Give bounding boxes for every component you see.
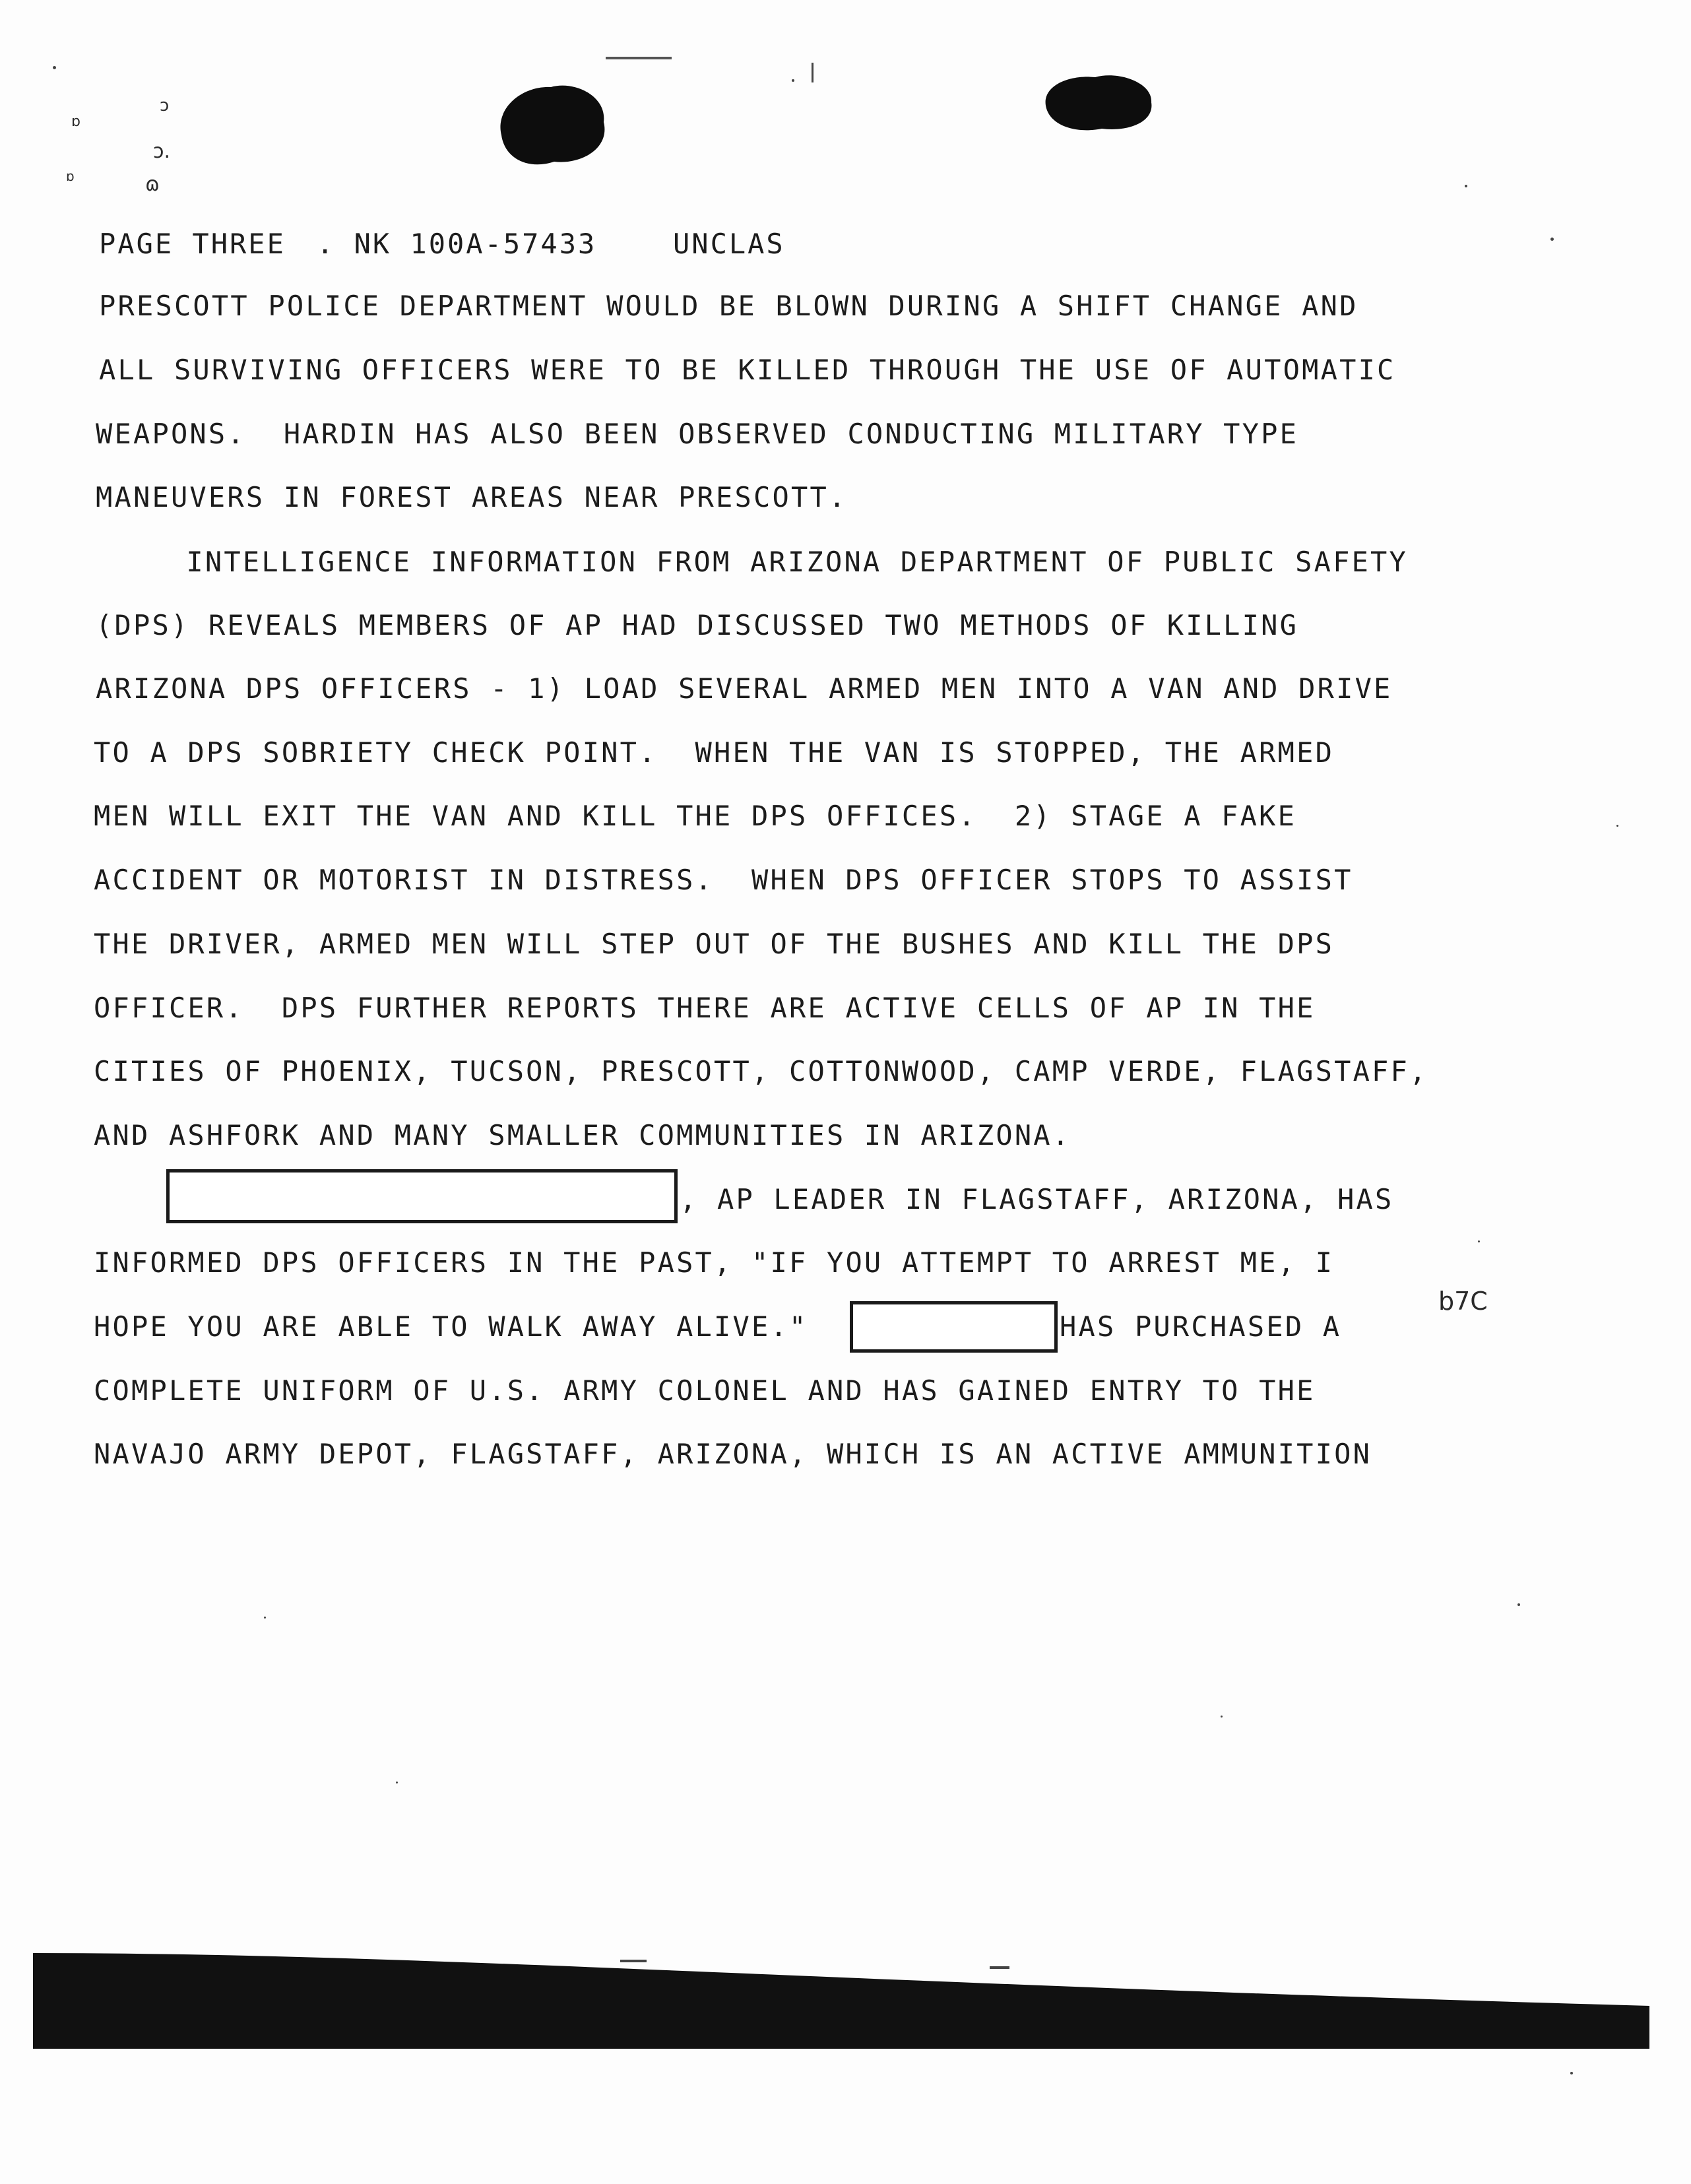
scan-speck xyxy=(792,79,794,82)
corner-mark-3: ɷ xyxy=(145,173,160,196)
scan-speck xyxy=(1570,2072,1573,2074)
body-line-purchased: HAS PURCHASED A xyxy=(1060,1310,1342,1343)
scan-speck xyxy=(1517,1603,1520,1606)
scan-speck xyxy=(1478,1240,1480,1242)
corner-mark-4: ɒ xyxy=(71,113,80,130)
body-line-3: WEAPONS. HARDIN HAS ALSO BEEN OBSERVED CONDUCTING MILITARY TYPE xyxy=(96,418,1299,450)
body-line-4: MANEUVERS IN FOREST AREAS NEAR PRESCOTT. xyxy=(96,481,848,513)
redaction-box-name-2 xyxy=(850,1301,1058,1353)
scan-speck xyxy=(620,1960,647,1962)
body-line-7: ARIZONA DPS OFFICERS - 1) LOAD SEVERAL ARMED MEN INTO A VAN AND DRIVE xyxy=(96,672,1393,705)
body-line-uniform: COMPLETE UNIFORM OF U.S. ARMY COLONEL AND HAS GAINED ENTRY TO THE xyxy=(94,1374,1316,1407)
body-line-5: INTELLIGENCE INFORMATION FROM ARIZONA DEPARTMENT OF PUBLIC SAFETY xyxy=(92,546,1409,578)
header-line xyxy=(99,228,858,261)
scan-speck xyxy=(1465,185,1467,187)
body-line-navajo: NAVAJO ARMY DEPOT, FLAGSTAFF, ARIZONA, WHICH IS AN ACTIVE AMMUNITION xyxy=(94,1438,1372,1470)
scan-speck xyxy=(396,1782,398,1783)
body-line-8: TO A DPS SOBRIETY CHECK POINT. WHEN THE VAN IS STOPPED, THE ARMED xyxy=(94,736,1335,769)
black-blob-left xyxy=(488,73,614,172)
body-line-9: MEN WILL EXIT THE VAN AND KILL THE DPS OFFICES. 2) STAGE A FAKE xyxy=(94,800,1297,832)
corner-mark-5: ɒ xyxy=(66,168,75,184)
scan-speck xyxy=(53,66,56,69)
body-line-hope: HOPE YOU ARE ABLE TO WALK AWAY ALIVE." xyxy=(94,1310,808,1343)
body-line-12: OFFICER. DPS FURTHER REPORTS THERE ARE ACTIVE CELLS OF AP IN THE xyxy=(94,992,1316,1024)
scan-speck xyxy=(264,1617,266,1619)
body-line-14: AND ASHFORK AND MANY SMALLER COMMUNITIES IN ARIZONA. xyxy=(94,1119,1071,1151)
body-line-ap-leader: , AP LEADER IN FLAGSTAFF, ARIZONA, HAS xyxy=(680,1183,1394,1215)
exemption-code: b7C xyxy=(1438,1287,1488,1316)
black-blob-right xyxy=(1039,69,1158,135)
body-line-10: ACCIDENT OR MOTORIST IN DISTRESS. WHEN DPS OFFICER STOPS TO ASSIST xyxy=(94,864,1353,896)
scan-speck xyxy=(1221,1716,1223,1718)
scan-speck xyxy=(812,63,814,82)
scan-edge-band xyxy=(33,1953,1649,2049)
redaction-box-name xyxy=(166,1169,678,1223)
body-line-informed: INFORMED DPS OFFICERS IN THE PAST, "IF YOU ATTEMPT TO ARREST ME, I xyxy=(94,1246,1335,1279)
body-line-13: CITIES OF PHOENIX, TUCSON, PRESCOTT, COTTONWOOD, CAMP VERDE, FLAGSTAFF, xyxy=(94,1055,1428,1087)
body-line-6: (DPS) REVEALS MEMBERS OF AP HAD DISCUSSED TWO METHODS OF KILLING xyxy=(96,609,1299,641)
top-rule-mark xyxy=(606,57,672,59)
body-line-11: THE DRIVER, ARMED MEN WILL STEP OUT OF THE BUSHES AND KILL THE DPS xyxy=(94,928,1335,960)
page-number: PAGE THREE xyxy=(99,228,286,260)
scan-speck xyxy=(1616,825,1618,827)
corner-mark-2: ɔ. xyxy=(153,140,171,163)
body-line-2: ALL SURVIVING OFFICERS WERE TO BE KILLED THROUGH THE USE OF AUTOMATIC xyxy=(99,354,1396,386)
scan-speck xyxy=(990,1966,1009,1969)
corner-mark-1: ɔ xyxy=(160,96,170,115)
file-number: . NK 100A-57433 xyxy=(317,228,597,260)
scan-speck xyxy=(1550,238,1554,241)
classification-marking: UNCLAS xyxy=(673,228,785,260)
body-line-1: PRESCOTT POLICE DEPARTMENT WOULD BE BLOWN DURING A SHIFT CHANGE AND xyxy=(99,290,1358,322)
